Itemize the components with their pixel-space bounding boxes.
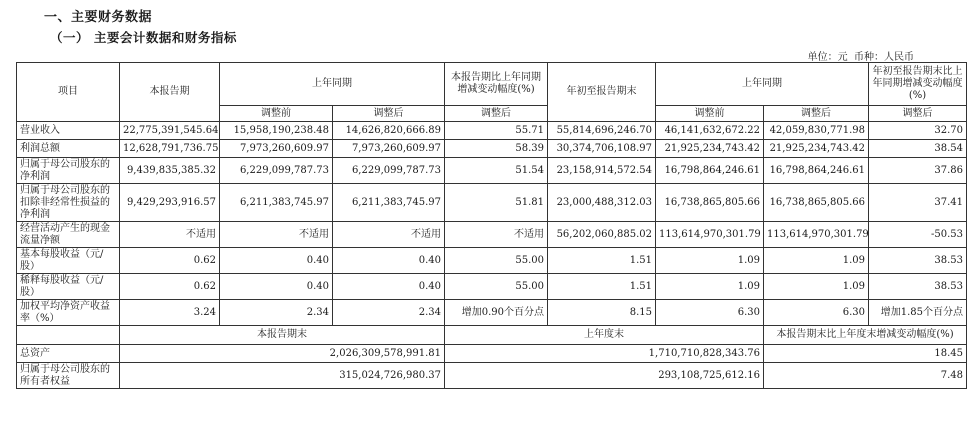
cell: 2.34 — [333, 300, 445, 326]
row-label: 经营活动产生的现金流量净额 — [17, 222, 120, 248]
cell: 不适用 — [445, 222, 548, 248]
cell: 15,958,190,238.48 — [220, 122, 333, 140]
cell: 12,628,791,736.75 — [120, 140, 220, 158]
cell: 0.62 — [120, 274, 220, 300]
cell: 55.00 — [445, 274, 548, 300]
cell: 1.09 — [764, 248, 869, 274]
cell: 1.09 — [764, 274, 869, 300]
cell: 9,439,835,385.32 — [120, 158, 220, 184]
header-balance-change: 本报告期末比上年度末增减变动幅度(%) — [764, 326, 967, 345]
header-before-adjustment: 调整前 — [220, 106, 333, 122]
cell: 37.41 — [869, 184, 967, 222]
table-row — [17, 300, 967, 326]
header-period-end: 本报告期末 — [120, 326, 445, 345]
row-label: 利润总额 — [17, 140, 120, 158]
cell: 293,108,725,612.16 — [445, 363, 764, 389]
cell: 21,925,234,743.42 — [656, 140, 764, 158]
cell: 8.15 — [548, 300, 656, 326]
table-row — [17, 248, 967, 274]
cell: 9,429,293,916.57 — [120, 184, 220, 222]
cell: 6,211,383,745.97 — [333, 184, 445, 222]
header-row-1 — [17, 63, 967, 106]
table-row — [17, 345, 967, 363]
cell: 42,059,830,771.98 — [764, 122, 869, 140]
cell: 38.53 — [869, 248, 967, 274]
cell: 0.62 — [120, 248, 220, 274]
cell: 7,973,260,609.97 — [333, 140, 445, 158]
cell: 6.30 — [656, 300, 764, 326]
header-after-adjustment: 调整后 — [333, 106, 445, 122]
row-label: 稀释每股收益（元/股） — [17, 274, 120, 300]
cell: 0.40 — [220, 274, 333, 300]
header-after-adjustment: 调整后 — [764, 106, 869, 122]
financial-table — [16, 62, 967, 389]
cell: 22,775,391,545.64 — [120, 122, 220, 140]
row-label: 营业收入 — [17, 122, 120, 140]
section-title: 一、主要财务数据 — [44, 10, 153, 25]
cell: 37.86 — [869, 158, 967, 184]
cell: 16,798,864,246.61 — [656, 158, 764, 184]
cell: 1.51 — [548, 274, 656, 300]
header-item: 项目 — [17, 63, 120, 122]
cell: 113,614,970,301.79 — [656, 222, 764, 248]
cell: 55.71 — [445, 122, 548, 140]
cell: 6,211,383,745.97 — [220, 184, 333, 222]
table-row — [17, 363, 967, 389]
cell: 113,614,970,301.79 — [764, 222, 869, 248]
cell: 23,158,914,572.54 — [548, 158, 656, 184]
cell: 58.39 — [445, 140, 548, 158]
cell: 0.40 — [333, 248, 445, 274]
cell: 315,024,726,980.37 — [120, 363, 445, 389]
unit-note: 单位：元 币种：人民币 — [807, 52, 914, 63]
cell: 1.09 — [656, 248, 764, 274]
cell: 1.51 — [548, 248, 656, 274]
balance-header-row — [17, 326, 967, 345]
cell: 2.34 — [220, 300, 333, 326]
cell: 21,925,234,743.42 — [764, 140, 869, 158]
row-label: 基本每股收益（元/股） — [17, 248, 120, 274]
cell: 1.09 — [656, 274, 764, 300]
cell: 7.48 — [764, 363, 967, 389]
cell: 46,141,632,672.22 — [656, 122, 764, 140]
header-after-adjustment: 调整后 — [869, 106, 967, 122]
balance-header-blank — [17, 326, 120, 345]
cell: 18.45 — [764, 345, 967, 363]
cell: 增加1.85个百分点 — [869, 300, 967, 326]
header-prior-period: 上年同期 — [220, 63, 445, 106]
row-label: 归属于母公司股东的净利润 — [17, 158, 120, 184]
header-change-period: 本报告期比上年同期增减变动幅度(%) — [445, 63, 548, 106]
cell: 不适用 — [120, 222, 220, 248]
table-row — [17, 158, 967, 184]
table-row — [17, 140, 967, 158]
cell: 38.53 — [869, 274, 967, 300]
cell: 51.54 — [445, 158, 548, 184]
cell: 16,738,865,805.66 — [656, 184, 764, 222]
cell: 55,814,696,246.70 — [548, 122, 656, 140]
cell: 2,026,309,578,991.81 — [120, 345, 445, 363]
cell: 0.40 — [220, 248, 333, 274]
cell: 增加0.90个百分点 — [445, 300, 548, 326]
cell: 56,202,060,885.02 — [548, 222, 656, 248]
cell: 3.24 — [120, 300, 220, 326]
cell: -50.53 — [869, 222, 967, 248]
cell: 不适用 — [220, 222, 333, 248]
cell: 6,229,099,787.73 — [333, 158, 445, 184]
header-current-period: 本报告期 — [120, 63, 220, 122]
cell: 6,229,099,787.73 — [220, 158, 333, 184]
cell: 16,798,864,246.61 — [764, 158, 869, 184]
cell: 1,710,710,828,343.76 — [445, 345, 764, 363]
header-after-adjustment: 调整后 — [445, 106, 548, 122]
cell: 30,374,706,108.97 — [548, 140, 656, 158]
row-label: 归属于母公司股东的扣除非经常性损益的净利润 — [17, 184, 120, 222]
cell: 6.30 — [764, 300, 869, 326]
header-prior-ytd: 上年同期 — [656, 63, 869, 106]
row-label: 总资产 — [17, 345, 120, 363]
cell: 14,626,820,666.89 — [333, 122, 445, 140]
header-ytd: 年初至报告期末 — [548, 63, 656, 122]
cell: 38.54 — [869, 140, 967, 158]
table-row — [17, 122, 967, 140]
table-row — [17, 274, 967, 300]
cell: 55.00 — [445, 248, 548, 274]
cell: 0.40 — [333, 274, 445, 300]
cell: 7,973,260,609.97 — [220, 140, 333, 158]
cell: 32.70 — [869, 122, 967, 140]
row-label: 归属于母公司股东的所有者权益 — [17, 363, 120, 389]
table-row — [17, 222, 967, 248]
header-before-adjustment: 调整前 — [656, 106, 764, 122]
header-change-ytd: 年初至报告期末比上年同期增减变动幅度(%) — [869, 63, 967, 106]
cell: 16,738,865,805.66 — [764, 184, 869, 222]
subsection-title: （一） 主要会计数据和财务指标 — [50, 30, 237, 45]
table-row — [17, 184, 967, 222]
cell: 不适用 — [333, 222, 445, 248]
row-label: 加权平均净资产收益率（%） — [17, 300, 120, 326]
header-prior-year-end: 上年度末 — [445, 326, 764, 345]
cell: 51.81 — [445, 184, 548, 222]
cell: 23,000,488,312.03 — [548, 184, 656, 222]
